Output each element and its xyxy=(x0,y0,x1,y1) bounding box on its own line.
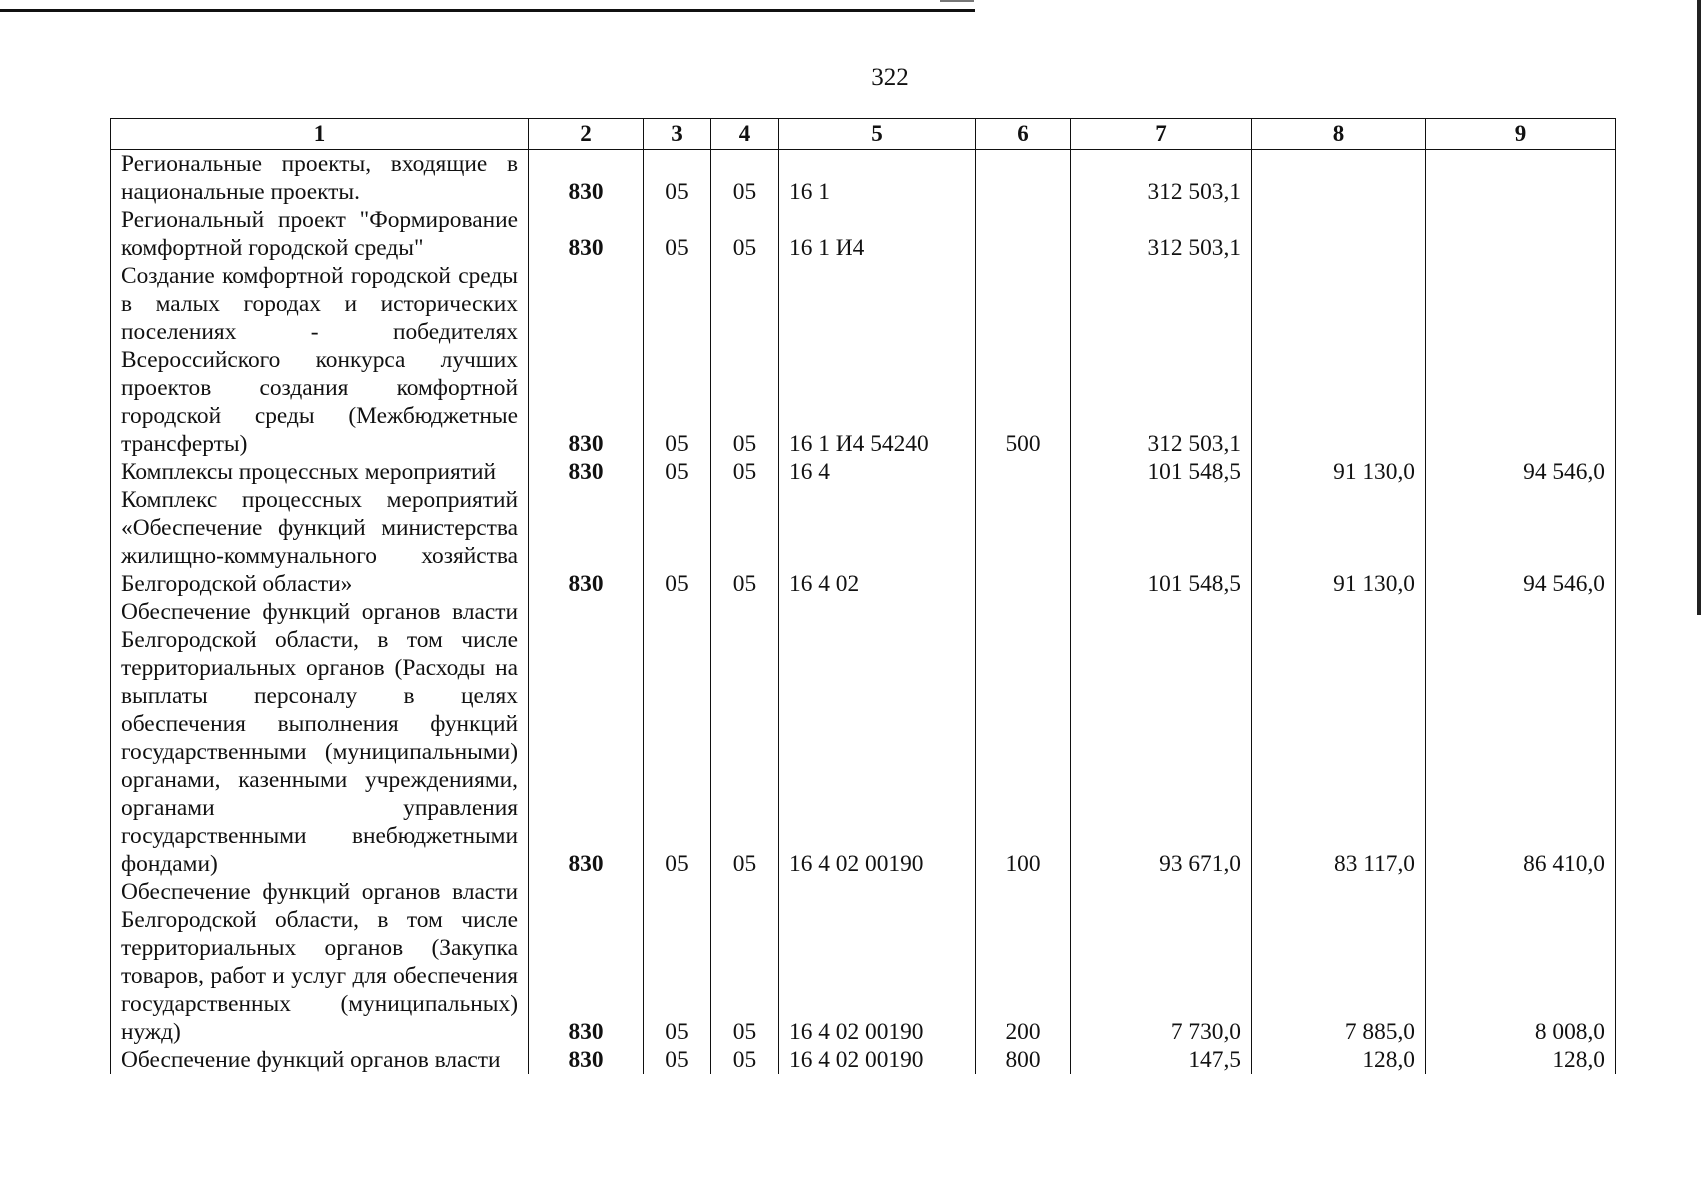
row-expense-type-cell: 100 xyxy=(976,598,1071,878)
row-amount-col7-cell: 93 671,0 xyxy=(1071,598,1252,878)
row-amount-col7-cell: 101 548,5 xyxy=(1071,458,1252,486)
row-name-cell: Обеспечение функций органов власти Белгородской области, в том числе территориальных органов (Закупка товаров, работ и услуг для обеспечения государственных (муниципальных) нужд) xyxy=(111,878,529,1046)
row-section-cell: 05 xyxy=(644,206,711,262)
row-amount-col9-cell xyxy=(1426,262,1616,458)
header-col-1: 1 xyxy=(111,119,529,150)
row-section-cell: 05 xyxy=(644,598,711,878)
row-name-cell: Комплексы процессных мероприятий xyxy=(111,458,529,486)
row-target-article-cell: 16 4 02 00190 xyxy=(779,878,976,1046)
header-col-4: 4 xyxy=(711,119,779,150)
row-target-article-cell: 16 4 02 xyxy=(779,486,976,598)
table-body xyxy=(111,150,1616,1075)
row-subsection-cell: 05 xyxy=(711,1046,779,1074)
row-subsection-cell: 05 xyxy=(711,878,779,1046)
row-target-article-cell: 16 4 02 00190 xyxy=(779,598,976,878)
row-amount-col8-cell: 83 117,0 xyxy=(1252,598,1426,878)
row-amount-col8-cell: 91 130,0 xyxy=(1252,458,1426,486)
row-amount-col8-cell xyxy=(1252,206,1426,262)
row-amount-col7-cell: 312 503,1 xyxy=(1071,206,1252,262)
row-subsection-cell: 05 xyxy=(711,150,779,207)
row-section-cell: 05 xyxy=(644,150,711,207)
row-amount-col9-cell xyxy=(1426,150,1616,207)
row-amount-col8-cell xyxy=(1252,262,1426,458)
row-amount-col9-cell: 128,0 xyxy=(1426,1046,1616,1074)
row-expense-type-cell xyxy=(976,150,1071,207)
row-subsection-cell: 05 xyxy=(711,598,779,878)
row-section-cell: 05 xyxy=(644,486,711,598)
header-col-5: 5 xyxy=(779,119,976,150)
row-expense-type-cell: 800 xyxy=(976,1046,1071,1074)
row-section-cell: 05 xyxy=(644,262,711,458)
row-code-cell: 830 xyxy=(529,458,644,486)
row-subsection-cell: 05 xyxy=(711,486,779,598)
row-code-cell: 830 xyxy=(529,486,644,598)
row-amount-col9-cell xyxy=(1426,206,1616,262)
row-target-article-cell: 16 1 И4 54240 xyxy=(779,262,976,458)
row-amount-col9-cell: 94 546,0 xyxy=(1426,458,1616,486)
row-expense-type-cell: 500 xyxy=(976,262,1071,458)
top-border-line xyxy=(0,9,975,12)
page-number: 322 xyxy=(871,64,909,91)
row-name-cell: Обеспечение функций органов власти Белгородской области, в том числе территориальных органов (Расходы на выплаты персоналу в целях обеспечения выполнения функций государственными (муниципальными) органами, казенными учреждениями, органами управления государственными внебюджетными фондами) xyxy=(111,598,529,878)
table-row xyxy=(111,150,1616,207)
row-amount-col8-cell: 128,0 xyxy=(1252,1046,1426,1074)
row-name-cell: Обеспечение функций органов власти xyxy=(111,1046,529,1074)
row-subsection-cell: 05 xyxy=(711,458,779,486)
row-amount-col7-cell: 7 730,0 xyxy=(1071,878,1252,1046)
row-amount-col9-cell: 8 008,0 xyxy=(1426,878,1616,1046)
row-amount-col7-cell: 101 548,5 xyxy=(1071,486,1252,598)
row-name-cell: Региональные проекты, входящие в национальные проекты. xyxy=(111,150,529,207)
table-row xyxy=(111,262,1616,458)
row-amount-col8-cell: 91 130,0 xyxy=(1252,486,1426,598)
row-amount-col7-cell: 312 503,1 xyxy=(1071,262,1252,458)
row-code-cell: 830 xyxy=(529,878,644,1046)
row-name-cell: Региональный проект "Формирование комфортной городской среды" xyxy=(111,206,529,262)
row-section-cell: 05 xyxy=(644,878,711,1046)
row-code-cell: 830 xyxy=(529,1046,644,1074)
scan-right-edge xyxy=(1697,0,1701,615)
row-target-article-cell: 16 4 02 00190 xyxy=(779,1046,976,1074)
top-border-tail xyxy=(940,0,974,2)
row-code-cell: 830 xyxy=(529,206,644,262)
row-subsection-cell: 05 xyxy=(711,262,779,458)
row-subsection-cell: 05 xyxy=(711,206,779,262)
table-row xyxy=(111,486,1616,598)
row-expense-type-cell xyxy=(976,458,1071,486)
header-col-7: 7 xyxy=(1071,119,1252,150)
table-row xyxy=(111,458,1616,486)
table-row xyxy=(111,206,1616,262)
row-amount-col9-cell: 94 546,0 xyxy=(1426,486,1616,598)
row-expense-type-cell xyxy=(976,206,1071,262)
row-target-article-cell: 16 1 И4 xyxy=(779,206,976,262)
row-amount-col9-cell: 86 410,0 xyxy=(1426,598,1616,878)
header-row xyxy=(111,119,1616,150)
row-name-cell: Создание комфортной городской среды в малых городах и исторических поселениях - победителях Всероссийского конкурса лучших проектов создания комфортной городской среды (Межбюджетные трансферты) xyxy=(111,262,529,458)
budget-table xyxy=(110,118,1616,1074)
header-col-8: 8 xyxy=(1252,119,1426,150)
row-code-cell: 830 xyxy=(529,598,644,878)
header-col-9: 9 xyxy=(1426,119,1616,150)
table-row xyxy=(111,598,1616,878)
row-amount-col7-cell: 312 503,1 xyxy=(1071,150,1252,207)
row-amount-col8-cell: 7 885,0 xyxy=(1252,878,1426,1046)
row-amount-col8-cell xyxy=(1252,150,1426,207)
table-header xyxy=(111,119,1616,150)
row-expense-type-cell xyxy=(976,486,1071,598)
row-target-article-cell: 16 4 xyxy=(779,458,976,486)
row-expense-type-cell: 200 xyxy=(976,878,1071,1046)
row-target-article-cell: 16 1 xyxy=(779,150,976,207)
row-code-cell: 830 xyxy=(529,262,644,458)
header-col-2: 2 xyxy=(529,119,644,150)
header-col-3: 3 xyxy=(644,119,711,150)
row-section-cell: 05 xyxy=(644,458,711,486)
table-row xyxy=(111,1046,1616,1074)
header-col-6: 6 xyxy=(976,119,1071,150)
table-row xyxy=(111,878,1616,1046)
row-code-cell: 830 xyxy=(529,150,644,207)
row-amount-col7-cell: 147,5 xyxy=(1071,1046,1252,1074)
row-section-cell: 05 xyxy=(644,1046,711,1074)
row-name-cell: Комплекс процессных мероприятий «Обеспечение функций министерства жилищно-коммунального хозяйства Белгородской области» xyxy=(111,486,529,598)
